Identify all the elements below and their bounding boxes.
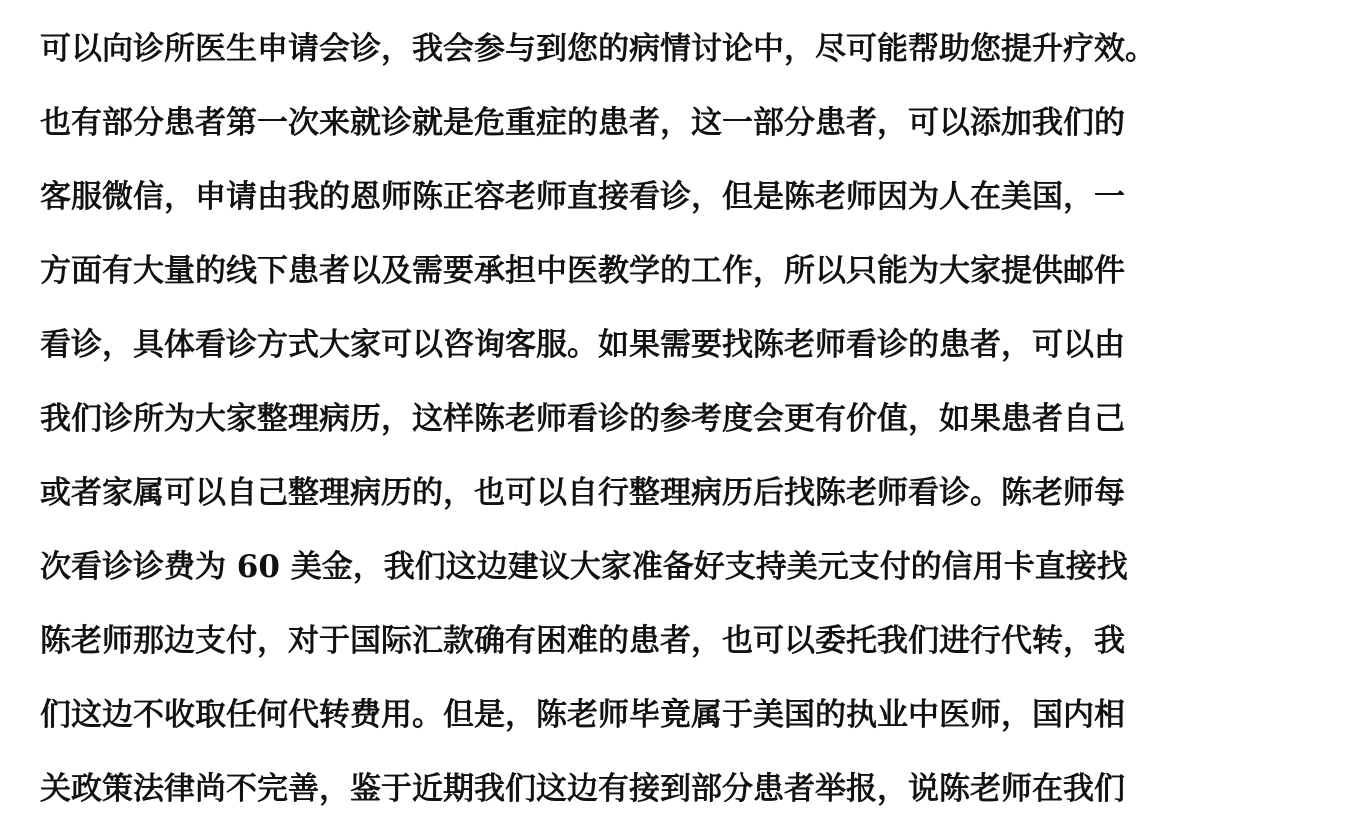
text-line-3: 客服微信，申请由我的恩师陈正容老师直接看诊，但是陈老师因为人在美国，一 [40,179,1125,215]
text-line-4: 方面有大量的线下患者以及需要承担中医教学的工作，所以只能为大家提供邮件 [40,253,1125,289]
text-line-9: 陈老师那边支付，对于国际汇款确有困难的患者，也可以委托我们进行代转，我 [40,623,1125,659]
text-line-8: 次看诊诊费为 60 美金，我们这边建议大家准备好支持美元支付的信用卡直接找 [40,549,1128,585]
text-line-11: 关政策法律尚不完善，鉴于近期我们这边有接到部分患者举报，说陈老师在我们 [40,771,1125,807]
text-line-6: 我们诊所为大家整理病历，这样陈老师看诊的参考度会更有价值，如果患者自己 [40,401,1125,437]
text-line-10: 们这边不收取任何代转费用。但是，陈老师毕竟属于美国的执业中医师，国内相 [40,697,1125,733]
text-line-7: 或者家属可以自己整理病历的，也可以自行整理病历后找陈老师看诊。陈老师每 [40,475,1125,511]
text-line-5: 看诊，具体看诊方式大家可以咨询客服。如果需要找陈老师看诊的患者，可以由 [40,327,1125,363]
text-line-1: 可以向诊所医生申请会诊，我会参与到您的病情讨论中，尽可能帮助您提升疗效。 [40,31,1156,67]
text-line-2: 也有部分患者第一次来就诊就是危重症的患者，这一部分患者，可以添加我们的 [40,105,1125,141]
